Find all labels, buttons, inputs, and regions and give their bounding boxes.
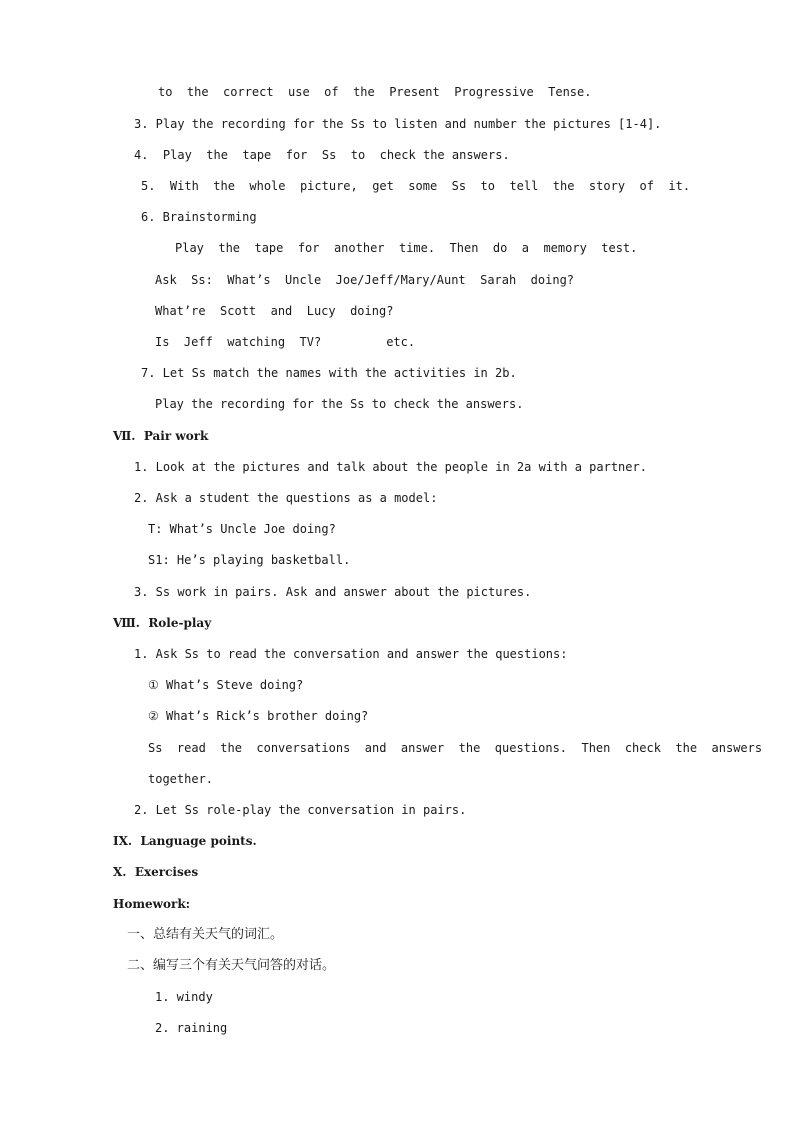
text-line: 1. Look at the pictures and talk about the people in 2a with a partner. <box>134 460 647 474</box>
text-line: 1. Ask Ss to read the conversation and answer the questions: <box>134 647 568 661</box>
text-line: T: What’s Uncle Joe doing? <box>148 522 336 536</box>
text-line: together. <box>148 772 214 786</box>
text-line: 4. Play the tape for Ss to check the answers. <box>134 148 510 162</box>
text-line: Ss read the conversations and answer the questions. Then check the answers <box>148 741 763 755</box>
text-line: S1: He’s playing basketball. <box>148 553 351 567</box>
text-line: Play the recording for the Ss to check the answers. <box>155 397 524 411</box>
text-line: Ask Ss: What’s Uncle Joe/Jeff/Mary/Aunt Sarah doing? <box>155 273 575 287</box>
text-line: Play the tape for another time. Then do a memory test. <box>175 241 638 255</box>
homework-item: 一、总结有关天气的词汇。 <box>127 927 284 942</box>
text-line: to the correct use of the Present Progressive Tense. <box>158 85 592 99</box>
text-line: 7. Let Ss match the names with the activities in 2b. <box>141 366 517 380</box>
text-line: 2. raining <box>155 1021 228 1035</box>
homework-heading: Homework: <box>113 897 191 911</box>
text-line: 2. Let Ss role-play the conversation in pairs. <box>134 803 467 817</box>
text-line: What’re Scott and Lucy doing? <box>155 304 394 318</box>
text-line: ② What’s Rick’s brother doing? <box>148 709 369 723</box>
text-line: 3. Play the recording for the Ss to listen and number the pictures [1-4]. <box>134 117 662 131</box>
text-line: Is Jeff watching TV? etc. <box>155 335 416 349</box>
text-line: 5. With the whole picture, get some Ss to tell the story of it. <box>141 179 691 193</box>
text-line: 3. Ss work in pairs. Ask and answer about the pictures. <box>134 585 532 599</box>
homework-item: 二、编写三个有关天气问答的对话。 <box>127 958 336 973</box>
section-heading: Ⅶ. Pair work <box>113 429 209 443</box>
text-line: ① What’s Steve doing? <box>148 678 304 692</box>
section-heading: IX. Language points. <box>113 834 257 848</box>
text-line: 1. windy <box>155 990 213 1004</box>
section-heading: X. Exercises <box>113 865 199 879</box>
text-line: 6. Brainstorming <box>141 210 257 224</box>
section-heading: Ⅷ. Role-play <box>113 616 212 630</box>
text-line: 2. Ask a student the questions as a model: <box>134 491 438 505</box>
